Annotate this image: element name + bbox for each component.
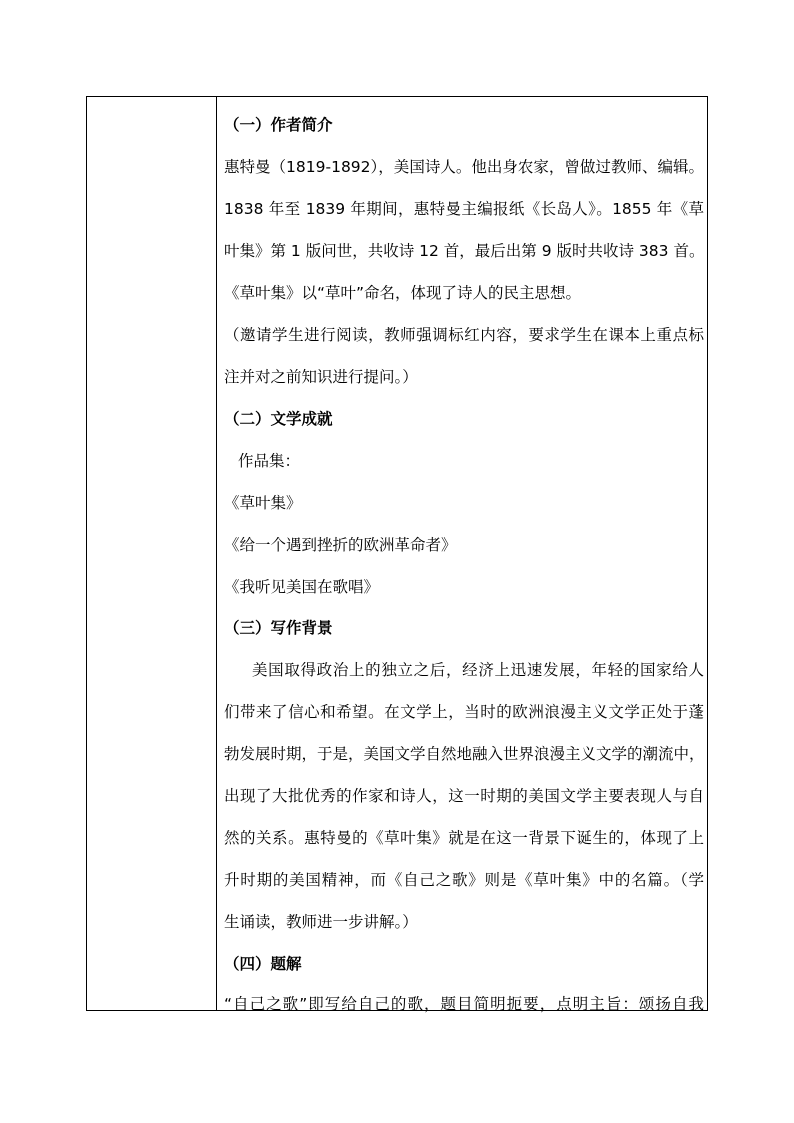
section-heading-author: （一）作者简介 [224, 116, 333, 134]
paragraph-line: 然的关系。惠特曼的《草叶集》就是在这一背景下诞生的，体现了上 [224, 829, 704, 847]
works-intro: 作品集： [238, 452, 301, 470]
paragraph-line: 注并对之前知识进行提问。） [224, 368, 418, 386]
paragraph-line: 《草叶集》以“草叶”命名，体现了诗人的民主思想。 [224, 284, 582, 302]
section-heading-achievements: （二）文学成就 [224, 410, 333, 428]
work-title: 《给一个遇到挫折的欧洲革命者》 [224, 536, 457, 554]
paragraph-line: 叶集》第 1 版问世，共收诗 12 首，最后出第 9 版时共收诗 383 首。 [224, 242, 705, 260]
column-divider [216, 97, 217, 1010]
paragraph-line: 升时期的美国精神，而《自己之歌》则是《草叶集》中的名篇。（学 [224, 871, 704, 889]
paragraph-line: 们带来了信心和希望。在文学上，当时的欧洲浪漫主义文学正处于蓬 [224, 703, 704, 721]
paragraph-line: 生诵读，教师进一步讲解。） [224, 913, 418, 931]
paragraph-line: “自己之歌”即写给自己的歌，题目简明扼要，点明主旨：颂扬自我 [224, 995, 704, 1013]
paragraph-line: 美国取得政治上的独立之后，经济上迅速发展，年轻的国家给人 [252, 661, 704, 679]
paragraph-line: 惠特曼（1819-1892），美国诗人。他出身农家，曾做过教师、编辑。 [224, 158, 704, 176]
paragraph-line: 1838 年至 1839 年期间，惠特曼主编报纸《长岛人》。1855 年《草 [224, 200, 704, 218]
section-heading-background: （三）写作背景 [224, 619, 333, 637]
paragraph-line: （邀请学生进行阅读，教师强调标红内容，要求学生在课本上重点标 [224, 326, 704, 344]
paragraph-line: 出现了大批优秀的作家和诗人，这一时期的美国文学主要表现人与自 [224, 787, 704, 805]
paragraph-line: 勃发展时期，于是，美国文学自然地融入世界浪漫主义文学的潮流中， [224, 745, 705, 763]
work-title: 《草叶集》 [224, 494, 302, 512]
work-title: 《我听见美国在歌唱》 [224, 578, 380, 596]
lesson-table [86, 96, 708, 1011]
section-heading-title-explanation: （四）题解 [224, 955, 302, 973]
left-empty-cell [87, 97, 216, 1010]
